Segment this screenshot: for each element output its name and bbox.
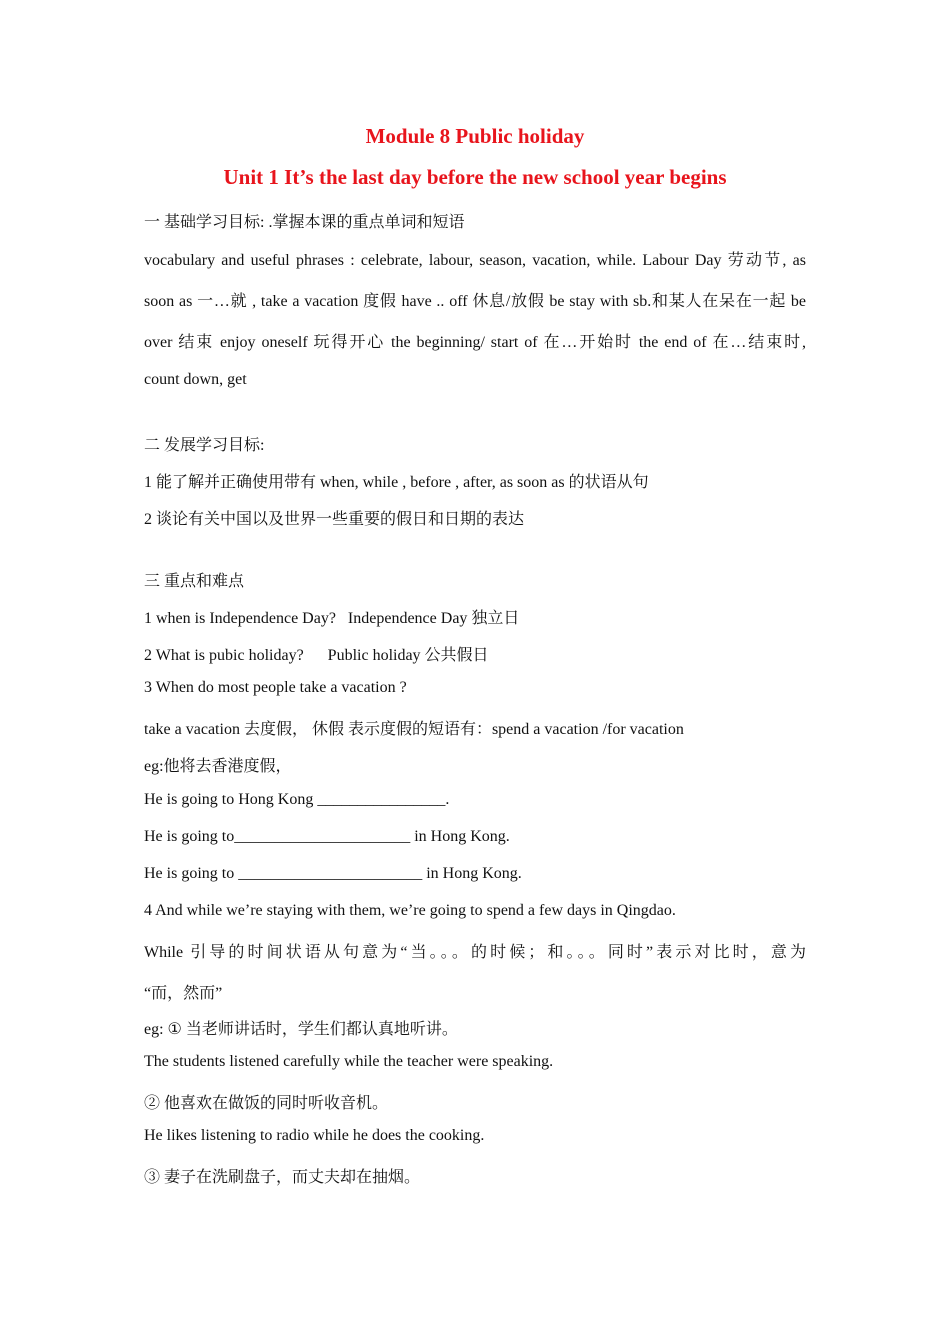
key-point-line: 1 when is Independence Day? Independence Day 独立日 <box>144 610 520 627</box>
key-point-line: 2 What is pubic holiday? Public holiday 公共假日 <box>144 647 489 664</box>
example-line: He likes listening to radio while he does the cooking. <box>144 1127 485 1144</box>
grammar-note: While 引导的时间状语从句意为“当。。。的时候；和。。。同时”表示对比时，意为 <box>144 944 806 961</box>
example-line: ② 他喜欢在做饭的同时听收音机。 <box>144 1095 389 1112</box>
goal-item: 1 能了解并正确使用带有 when, while , before , after, as soon as 的状语从句 <box>144 474 649 491</box>
example-line: eg: ① 当老师讲话时，学生们都认真地听讲。 <box>144 1021 458 1038</box>
section-3-heading: 三 重点和难点 <box>144 573 245 590</box>
vocab-line: over 结束 enjoy oneself 玩得开心 the beginning/ start of 在…开始时 the end of 在…结束时, <box>144 334 806 351</box>
unit-title: Unit 1 It’s the last day before the new school year begins <box>223 165 727 189</box>
vocab-line: vocabulary and useful phrases : celebrate, labour, season, vacation, while. Labour Day 劳动节, as <box>144 252 806 269</box>
key-point-line: 3 When do most people take a vacation ? <box>144 679 407 696</box>
example-line: eg:他将去香港度假， <box>144 758 292 775</box>
vocab-line: soon as 一…就 , take a vacation 度假 have .. off 休息/放假 be stay with sb.和某人在呆在一起 be <box>144 293 806 310</box>
section-2-heading: 二 发展学习目标: <box>144 437 265 454</box>
module-title: Module 8 Public holiday <box>365 124 585 148</box>
example-line: ③ 妻子在洗刷盘子，而丈夫却在抽烟。 <box>144 1169 421 1186</box>
grammar-note: “而，然而” <box>144 985 223 1002</box>
vocab-line: count down, get <box>144 371 247 388</box>
key-point-line: 4 And while we’re staying with them, we’re going to spend a few days in Qingdao. <box>144 902 676 919</box>
exercise-line: He is going to _______________________ in Hong Kong. <box>144 865 522 882</box>
exercise-line: He is going to Hong Kong ________________. <box>144 791 450 808</box>
key-point-line: take a vacation 去度假， 休假 表示度假的短语有：spend a vacation /for vacation <box>144 721 684 738</box>
exercise-line: He is going to______________________ in Hong Kong. <box>144 828 510 845</box>
goal-item: 2 谈论有关中国以及世界一些重要的假日和日期的表达 <box>144 511 525 528</box>
section-1-heading: 一 基础学习目标: .掌握本课的重点单词和短语 <box>144 214 465 231</box>
example-line: The students listened carefully while the teacher were speaking. <box>144 1053 554 1070</box>
